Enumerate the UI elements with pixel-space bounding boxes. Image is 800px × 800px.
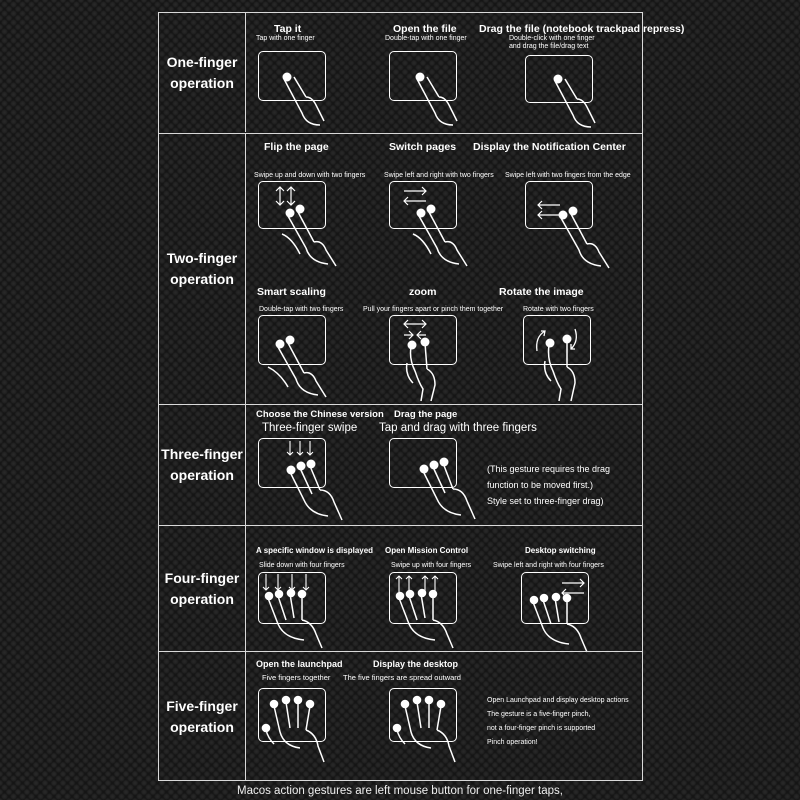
row-label: Three-finger operation	[161, 446, 243, 483]
hand-two-finger-icon	[551, 198, 621, 273]
hand-tap-icon	[276, 63, 336, 133]
gesture-flip-page	[246, 134, 376, 269]
gesture-desc: Pull your fingers apart or pinch them together	[363, 306, 504, 313]
row-three-finger	[159, 404, 642, 525]
gesture-desc: Swipe up and down with two fingers	[254, 172, 366, 179]
gesture-smart-scaling	[246, 269, 376, 404]
hand-drag-icon	[547, 65, 607, 135]
gesture-title: Drag the page	[394, 409, 458, 420]
gesture-desc: The five fingers are spread outward	[343, 673, 461, 682]
gesture-mission-control	[379, 526, 509, 651]
gesture-display-desktop	[343, 652, 642, 781]
gesture-tap	[246, 13, 376, 132]
gesture-title: Desktop switching	[525, 546, 596, 555]
row-one-finger	[159, 13, 685, 132]
gesture-drag-page	[379, 405, 642, 525]
row-five-finger	[159, 651, 642, 781]
row-label: Four-finger operation	[164, 569, 240, 607]
five-finger-note: Open Launchpad and display desktop actions The gesture is a five-finger pinch, not a four-finger pinch is supported Pinch operation!	[487, 697, 629, 746]
hand-two-finger-icon	[278, 196, 348, 271]
row-label-cell	[159, 405, 246, 525]
gesture-zoom	[363, 269, 509, 404]
row-label: Five-finger operation	[166, 697, 238, 735]
row-four-finger	[159, 525, 642, 651]
gesture-title: Open the launchpad	[256, 659, 343, 669]
hand-four-finger-icon	[395, 590, 465, 650]
gesture-desc: Rotate with two fingers	[523, 306, 594, 313]
hand-double-tap-icon	[409, 63, 469, 133]
gesture-show-window	[246, 526, 376, 651]
gesture-title: Rotate the image	[499, 286, 584, 298]
hand-four-finger-icon	[529, 594, 599, 654]
gesture-desc: Three-finger swipe	[262, 422, 358, 434]
gesture-title: Open the file	[393, 23, 457, 35]
row-label-cell	[159, 652, 246, 781]
gesture-desc: Double-tap with two fingers	[259, 306, 344, 313]
gesture-desktop-switching	[493, 526, 642, 651]
row-label-cell	[159, 13, 246, 132]
gesture-title: Display the Notification Center	[473, 141, 626, 153]
gesture-desc: Tap and drag with three fingers	[379, 422, 537, 434]
gesture-three-finger-swipe	[246, 405, 384, 525]
arrows-pinch-icon	[403, 319, 427, 341]
gesture-title: Choose the Chinese version	[256, 409, 384, 420]
gesture-desc: Swipe left with two fingers from the edge	[505, 172, 631, 179]
gesture-title: Flip the page	[264, 141, 329, 153]
gesture-drag-file	[479, 13, 685, 132]
row-two-finger	[159, 133, 642, 404]
hand-four-finger-icon	[264, 590, 334, 650]
row-label-cell	[159, 134, 246, 404]
gesture-table	[158, 12, 685, 781]
hand-three-finger-drag-icon	[417, 457, 487, 522]
gesture-desc: Slide down with four fingers	[259, 562, 345, 569]
gesture-switch-pages	[379, 134, 509, 269]
gesture-title: Switch pages	[389, 141, 457, 153]
three-finger-note: (This gesture requires the drag function to be moved first.) Style set to three-finger drag)	[487, 464, 611, 506]
gesture-title: Drag the file (notebook trackpad repress)	[479, 23, 685, 35]
hand-five-finger-spread-icon	[391, 696, 471, 766]
gesture-title: Smart scaling	[257, 286, 326, 298]
hand-two-finger-tap-icon	[268, 327, 338, 402]
gesture-notification-center	[473, 134, 642, 269]
hand-pinch-icon	[401, 339, 461, 404]
gesture-title: A specific window is displayed	[256, 546, 374, 555]
gesture-desc: Double-click with one finger and drag the file/drag text	[509, 35, 595, 50]
hand-rotate-icon	[537, 335, 597, 403]
gesture-desc: Five fingers together	[262, 673, 331, 682]
gesture-desc: Swipe left and right with four fingers	[493, 562, 604, 569]
gesture-desc: Tap with one finger	[256, 35, 315, 42]
footer-caption: Macos action gestures are left mouse button for one-finger taps,	[236, 785, 563, 797]
row-label: One-finger operation	[166, 53, 238, 91]
gesture-desc: Swipe up with four fingers	[391, 562, 472, 569]
gesture-open-launchpad	[246, 652, 376, 781]
row-label: Two-finger operation	[166, 250, 238, 287]
arrows-down-icon	[286, 441, 314, 457]
gesture-title: Tap it	[274, 23, 302, 35]
gesture-desc: Swipe left and right with two fingers	[384, 172, 494, 179]
gesture-desc: Double-tap with one finger	[385, 35, 467, 42]
gesture-title: zoom	[409, 286, 437, 298]
hand-two-finger-icon	[409, 196, 479, 271]
row-label-cell	[159, 526, 246, 651]
hand-three-finger-icon	[284, 460, 354, 525]
hand-five-finger-icon	[260, 696, 340, 766]
gesture-title: Open Mission Control	[385, 546, 469, 555]
gesture-title: Display the desktop	[373, 659, 459, 669]
gesture-rotate-image	[499, 269, 642, 404]
